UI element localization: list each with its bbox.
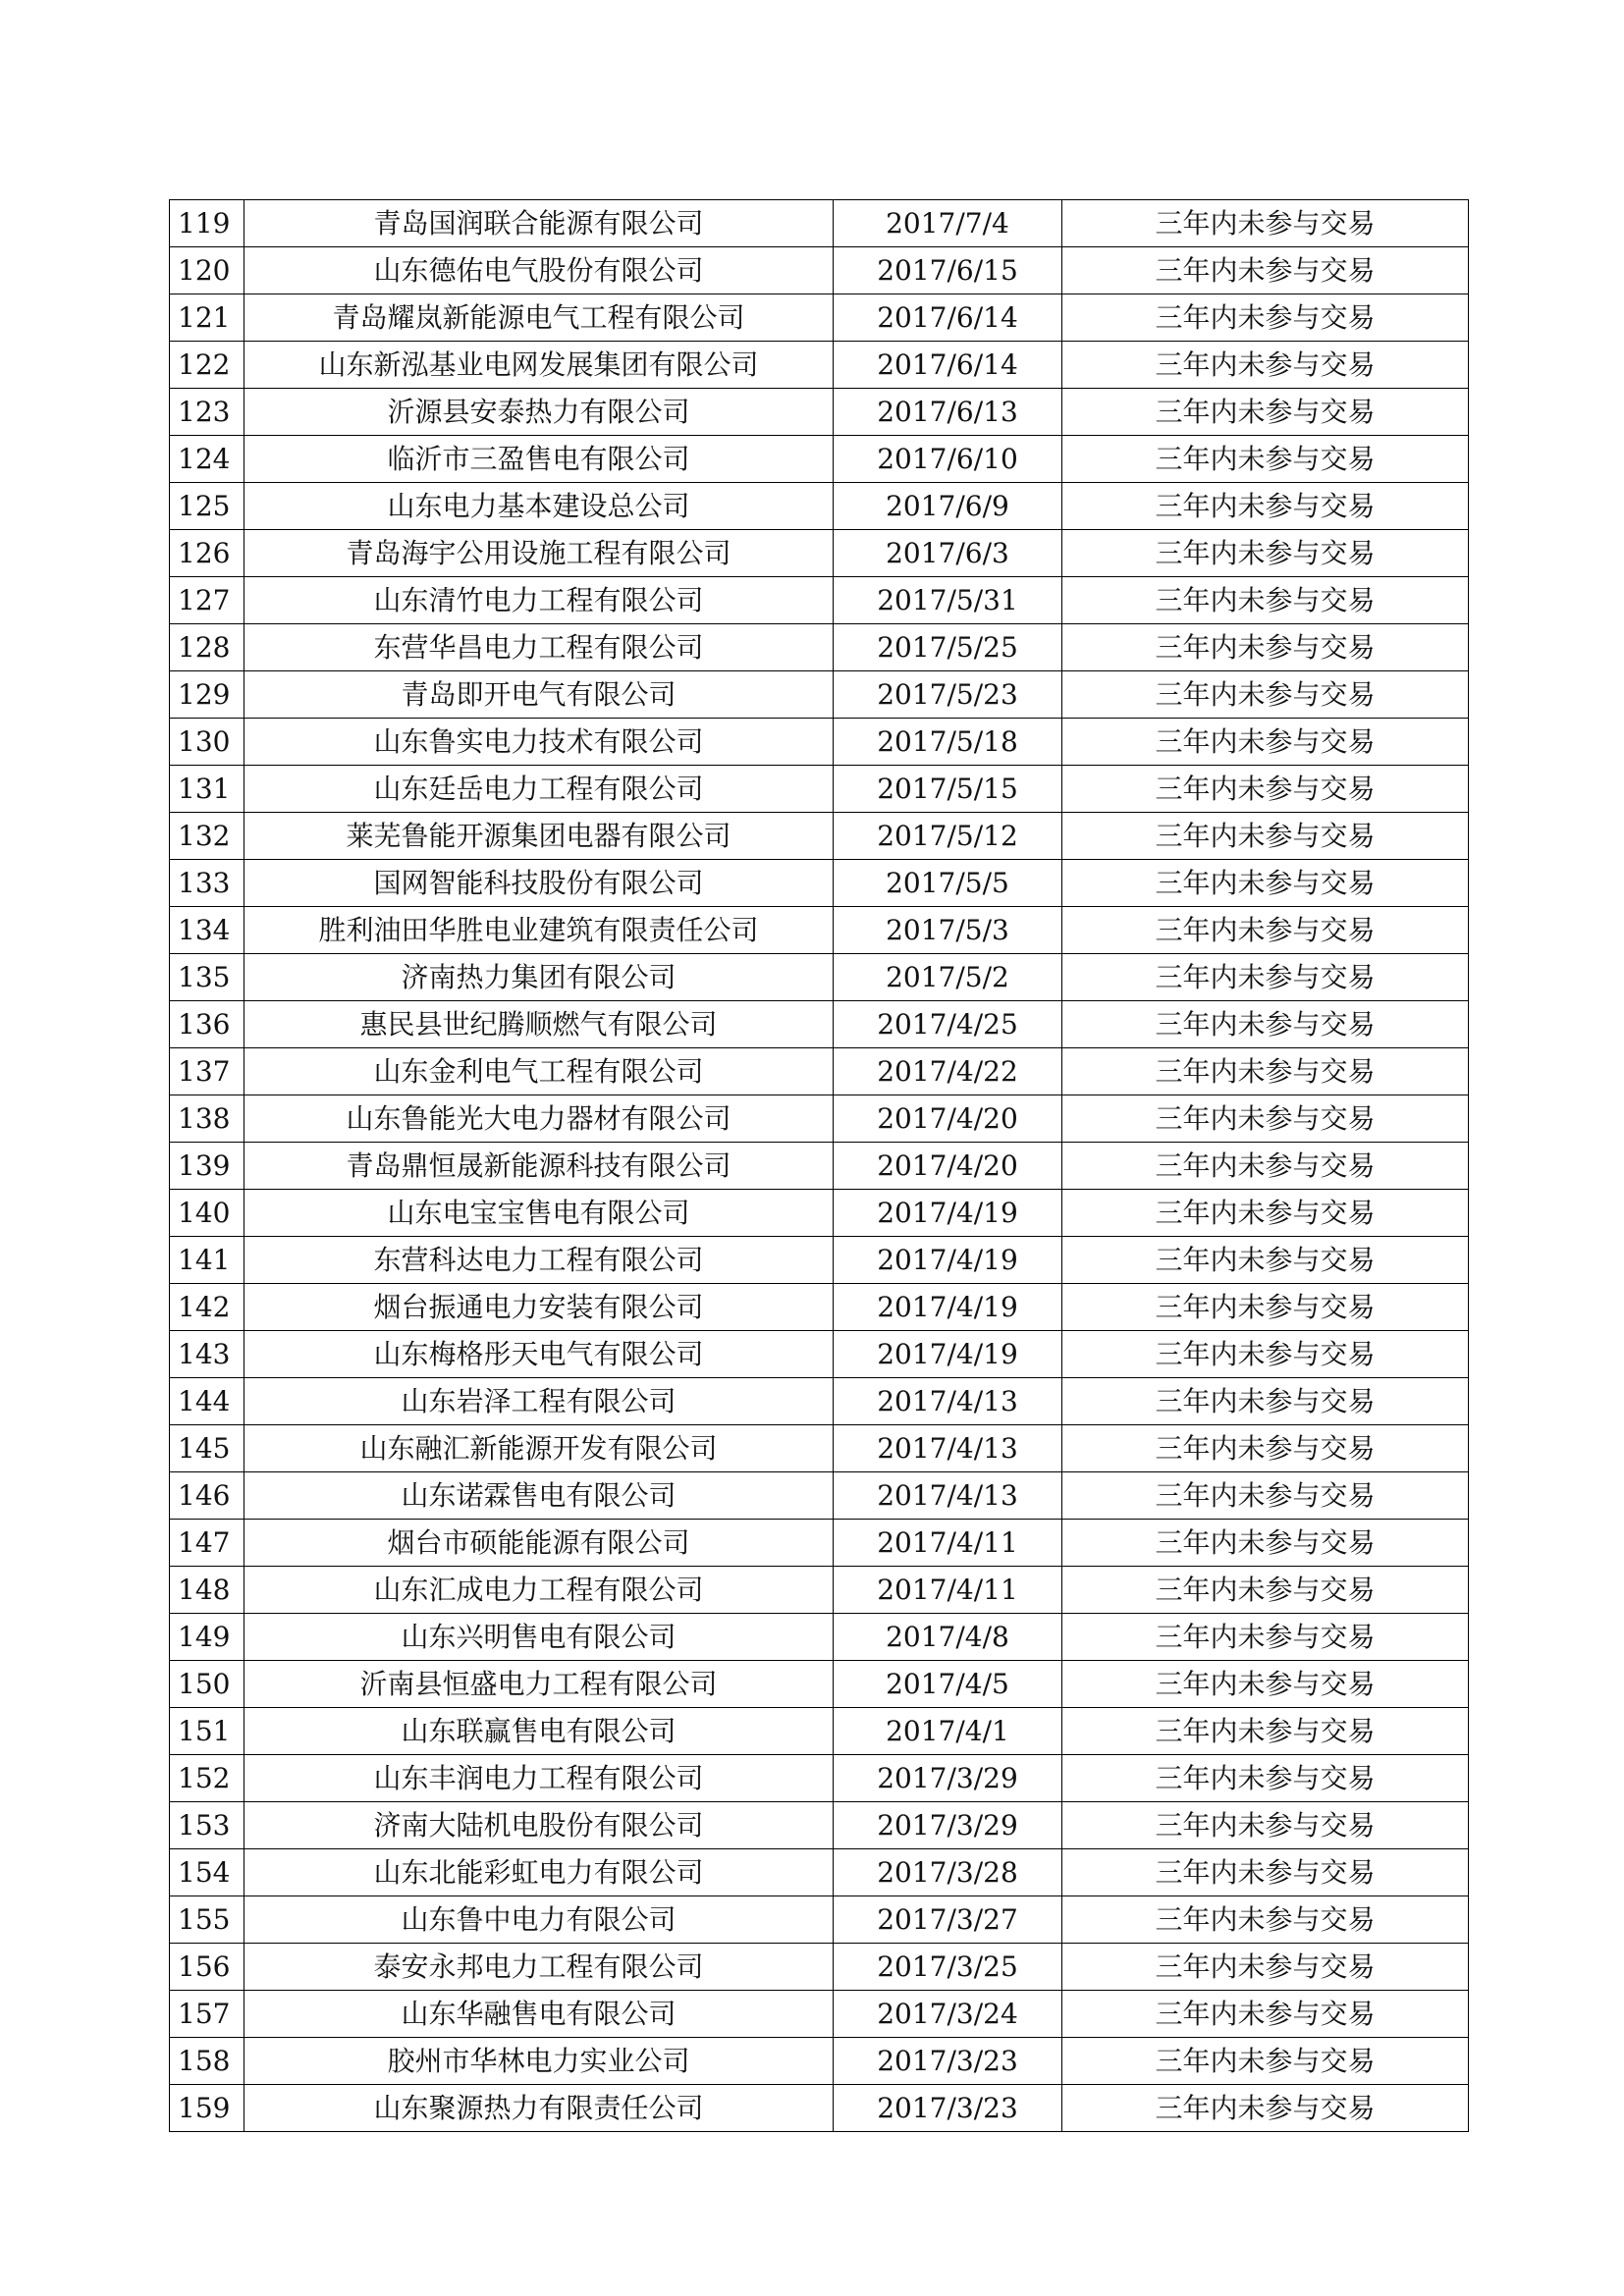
company-name-cell: 莱芜鲁能开源集团电器有限公司 <box>244 813 834 860</box>
date-cell: 2017/3/29 <box>834 1755 1062 1802</box>
table-row <box>170 1849 1469 1896</box>
status-cell: 三年内未参与交易 <box>1062 1472 1469 1520</box>
date-cell: 2017/5/31 <box>834 577 1062 624</box>
company-name-cell: 临沂市三盈售电有限公司 <box>244 436 834 483</box>
table-row <box>170 1802 1469 1849</box>
date-cell: 2017/4/11 <box>834 1567 1062 1614</box>
status-cell: 三年内未参与交易 <box>1062 624 1469 671</box>
status-cell: 三年内未参与交易 <box>1062 1143 1469 1190</box>
table-row <box>170 1520 1469 1567</box>
row-number-cell: 129 <box>170 671 244 719</box>
date-cell: 2017/3/23 <box>834 2085 1062 2132</box>
date-cell: 2017/4/20 <box>834 1095 1062 1143</box>
table-row <box>170 577 1469 624</box>
row-number-cell: 144 <box>170 1378 244 1425</box>
table-row <box>170 2038 1469 2085</box>
table-row <box>170 294 1469 342</box>
status-cell: 三年内未参与交易 <box>1062 907 1469 954</box>
row-number-cell: 157 <box>170 1991 244 2038</box>
date-cell: 2017/4/8 <box>834 1614 1062 1661</box>
table-row <box>170 1991 1469 2038</box>
company-name-cell: 烟台振通电力安装有限公司 <box>244 1284 834 1331</box>
row-number-cell: 131 <box>170 766 244 813</box>
company-name-cell: 山东梅格彤天电气有限公司 <box>244 1331 834 1378</box>
status-cell: 三年内未参与交易 <box>1062 1001 1469 1048</box>
company-name-cell: 沂源县安泰热力有限公司 <box>244 389 834 436</box>
status-cell: 三年内未参与交易 <box>1062 813 1469 860</box>
company-name-cell: 泰安永邦电力工程有限公司 <box>244 1944 834 1991</box>
table-row <box>170 200 1469 247</box>
status-cell: 三年内未参与交易 <box>1062 1378 1469 1425</box>
status-cell: 三年内未参与交易 <box>1062 1708 1469 1755</box>
row-number-cell: 128 <box>170 624 244 671</box>
row-number-cell: 141 <box>170 1237 244 1284</box>
row-number-cell: 126 <box>170 530 244 577</box>
table-row <box>170 1614 1469 1661</box>
company-name-cell: 东营华昌电力工程有限公司 <box>244 624 834 671</box>
row-number-cell: 119 <box>170 200 244 247</box>
row-number-cell: 122 <box>170 342 244 389</box>
table-row <box>170 719 1469 766</box>
table-row <box>170 342 1469 389</box>
status-cell: 三年内未参与交易 <box>1062 719 1469 766</box>
table-row <box>170 1755 1469 1802</box>
company-name-cell: 山东廷岳电力工程有限公司 <box>244 766 834 813</box>
row-number-cell: 139 <box>170 1143 244 1190</box>
table-row <box>170 247 1469 294</box>
company-name-cell: 国网智能科技股份有限公司 <box>244 860 834 907</box>
company-name-cell: 东营科达电力工程有限公司 <box>244 1237 834 1284</box>
table-row <box>170 1001 1469 1048</box>
company-name-cell: 青岛耀岚新能源电气工程有限公司 <box>244 294 834 342</box>
status-cell: 三年内未参与交易 <box>1062 1755 1469 1802</box>
date-cell: 2017/6/14 <box>834 294 1062 342</box>
date-cell: 2017/4/19 <box>834 1237 1062 1284</box>
company-name-cell: 沂南县恒盛电力工程有限公司 <box>244 1661 834 1708</box>
row-number-cell: 124 <box>170 436 244 483</box>
date-cell: 2017/5/2 <box>834 954 1062 1001</box>
row-number-cell: 123 <box>170 389 244 436</box>
table-row <box>170 1048 1469 1095</box>
company-name-cell: 山东北能彩虹电力有限公司 <box>244 1849 834 1896</box>
row-number-cell: 155 <box>170 1896 244 1944</box>
row-number-cell: 152 <box>170 1755 244 1802</box>
company-name-cell: 山东电宝宝售电有限公司 <box>244 1190 834 1237</box>
company-name-cell: 山东鲁中电力有限公司 <box>244 1896 834 1944</box>
row-number-cell: 125 <box>170 483 244 530</box>
row-number-cell: 147 <box>170 1520 244 1567</box>
row-number-cell: 130 <box>170 719 244 766</box>
table-row <box>170 530 1469 577</box>
status-cell: 三年内未参与交易 <box>1062 1520 1469 1567</box>
status-cell: 三年内未参与交易 <box>1062 1048 1469 1095</box>
company-name-cell: 山东华融售电有限公司 <box>244 1991 834 2038</box>
date-cell: 2017/3/23 <box>834 2038 1062 2085</box>
row-number-cell: 151 <box>170 1708 244 1755</box>
row-number-cell: 154 <box>170 1849 244 1896</box>
status-cell: 三年内未参与交易 <box>1062 860 1469 907</box>
status-cell: 三年内未参与交易 <box>1062 1849 1469 1896</box>
status-cell: 三年内未参与交易 <box>1062 1614 1469 1661</box>
table-row <box>170 1237 1469 1284</box>
date-cell: 2017/3/28 <box>834 1849 1062 1896</box>
row-number-cell: 158 <box>170 2038 244 2085</box>
table-row <box>170 766 1469 813</box>
status-cell: 三年内未参与交易 <box>1062 1190 1469 1237</box>
status-cell: 三年内未参与交易 <box>1062 1567 1469 1614</box>
company-name-cell: 山东鲁实电力技术有限公司 <box>244 719 834 766</box>
company-name-cell: 山东金利电气工程有限公司 <box>244 1048 834 1095</box>
company-name-cell: 山东汇成电力工程有限公司 <box>244 1567 834 1614</box>
company-name-cell: 济南热力集团有限公司 <box>244 954 834 1001</box>
company-name-cell: 山东德佑电气股份有限公司 <box>244 247 834 294</box>
company-name-cell: 山东鲁能光大电力器材有限公司 <box>244 1095 834 1143</box>
row-number-cell: 148 <box>170 1567 244 1614</box>
date-cell: 2017/5/12 <box>834 813 1062 860</box>
date-cell: 2017/4/19 <box>834 1190 1062 1237</box>
date-cell: 2017/7/4 <box>834 200 1062 247</box>
status-cell: 三年内未参与交易 <box>1062 577 1469 624</box>
row-number-cell: 132 <box>170 813 244 860</box>
status-cell: 三年内未参与交易 <box>1062 1237 1469 1284</box>
company-name-cell: 山东岩泽工程有限公司 <box>244 1378 834 1425</box>
company-name-cell: 山东聚源热力有限责任公司 <box>244 2085 834 2132</box>
row-number-cell: 150 <box>170 1661 244 1708</box>
company-name-cell: 济南大陆机电股份有限公司 <box>244 1802 834 1849</box>
row-number-cell: 121 <box>170 294 244 342</box>
status-cell: 三年内未参与交易 <box>1062 954 1469 1001</box>
date-cell: 2017/4/13 <box>834 1472 1062 1520</box>
row-number-cell: 159 <box>170 2085 244 2132</box>
table-row <box>170 1472 1469 1520</box>
company-name-cell: 惠民县世纪腾顺燃气有限公司 <box>244 1001 834 1048</box>
date-cell: 2017/5/15 <box>834 766 1062 813</box>
row-number-cell: 138 <box>170 1095 244 1143</box>
table-row <box>170 1378 1469 1425</box>
row-number-cell: 145 <box>170 1425 244 1472</box>
date-cell: 2017/4/19 <box>834 1284 1062 1331</box>
status-cell: 三年内未参与交易 <box>1062 247 1469 294</box>
company-name-cell: 山东诺霖售电有限公司 <box>244 1472 834 1520</box>
row-number-cell: 136 <box>170 1001 244 1048</box>
status-cell: 三年内未参与交易 <box>1062 294 1469 342</box>
company-name-cell: 胶州市华林电力实业公司 <box>244 2038 834 2085</box>
company-name-cell: 山东融汇新能源开发有限公司 <box>244 1425 834 1472</box>
company-name-cell: 青岛鼎恒晟新能源科技有限公司 <box>244 1143 834 1190</box>
table-row <box>170 907 1469 954</box>
date-cell: 2017/6/3 <box>834 530 1062 577</box>
status-cell: 三年内未参与交易 <box>1062 1802 1469 1849</box>
company-name-cell: 山东新泓基业电网发展集团有限公司 <box>244 342 834 389</box>
date-cell: 2017/4/1 <box>834 1708 1062 1755</box>
date-cell: 2017/3/27 <box>834 1896 1062 1944</box>
date-cell: 2017/6/13 <box>834 389 1062 436</box>
date-cell: 2017/6/10 <box>834 436 1062 483</box>
status-cell: 三年内未参与交易 <box>1062 1284 1469 1331</box>
status-cell: 三年内未参与交易 <box>1062 1944 1469 1991</box>
company-name-cell: 青岛国润联合能源有限公司 <box>244 200 834 247</box>
status-cell: 三年内未参与交易 <box>1062 483 1469 530</box>
date-cell: 2017/3/24 <box>834 1991 1062 2038</box>
company-name-cell: 山东电力基本建设总公司 <box>244 483 834 530</box>
date-cell: 2017/4/5 <box>834 1661 1062 1708</box>
status-cell: 三年内未参与交易 <box>1062 200 1469 247</box>
company-name-cell: 山东兴明售电有限公司 <box>244 1614 834 1661</box>
row-number-cell: 156 <box>170 1944 244 1991</box>
company-name-cell: 山东联赢售电有限公司 <box>244 1708 834 1755</box>
date-cell: 2017/5/3 <box>834 907 1062 954</box>
company-name-cell: 胜利油田华胜电业建筑有限责任公司 <box>244 907 834 954</box>
table-row <box>170 389 1469 436</box>
table-row <box>170 1331 1469 1378</box>
status-cell: 三年内未参与交易 <box>1062 1095 1469 1143</box>
status-cell: 三年内未参与交易 <box>1062 342 1469 389</box>
company-table-container <box>169 199 1468 2132</box>
date-cell: 2017/4/22 <box>834 1048 1062 1095</box>
row-number-cell: 137 <box>170 1048 244 1095</box>
row-number-cell: 133 <box>170 860 244 907</box>
status-cell: 三年内未参与交易 <box>1062 389 1469 436</box>
row-number-cell: 120 <box>170 247 244 294</box>
date-cell: 2017/5/25 <box>834 624 1062 671</box>
status-cell: 三年内未参与交易 <box>1062 1425 1469 1472</box>
date-cell: 2017/4/20 <box>834 1143 1062 1190</box>
company-table <box>169 199 1469 2132</box>
date-cell: 2017/6/15 <box>834 247 1062 294</box>
date-cell: 2017/6/9 <box>834 483 1062 530</box>
date-cell: 2017/5/23 <box>834 671 1062 719</box>
table-row <box>170 1284 1469 1331</box>
row-number-cell: 142 <box>170 1284 244 1331</box>
status-cell: 三年内未参与交易 <box>1062 436 1469 483</box>
table-row <box>170 954 1469 1001</box>
row-number-cell: 153 <box>170 1802 244 1849</box>
status-cell: 三年内未参与交易 <box>1062 766 1469 813</box>
table-row <box>170 436 1469 483</box>
company-name-cell: 青岛海宇公用设施工程有限公司 <box>244 530 834 577</box>
table-row <box>170 1143 1469 1190</box>
date-cell: 2017/3/25 <box>834 1944 1062 1991</box>
row-number-cell: 134 <box>170 907 244 954</box>
date-cell: 2017/4/19 <box>834 1331 1062 1378</box>
row-number-cell: 149 <box>170 1614 244 1661</box>
table-row <box>170 483 1469 530</box>
company-name-cell: 烟台市硕能能源有限公司 <box>244 1520 834 1567</box>
table-row <box>170 813 1469 860</box>
row-number-cell: 135 <box>170 954 244 1001</box>
status-cell: 三年内未参与交易 <box>1062 1661 1469 1708</box>
row-number-cell: 127 <box>170 577 244 624</box>
date-cell: 2017/6/14 <box>834 342 1062 389</box>
table-row <box>170 1896 1469 1944</box>
row-number-cell: 140 <box>170 1190 244 1237</box>
company-table-body <box>170 200 1469 2132</box>
date-cell: 2017/5/18 <box>834 719 1062 766</box>
company-name-cell: 山东丰润电力工程有限公司 <box>244 1755 834 1802</box>
status-cell: 三年内未参与交易 <box>1062 671 1469 719</box>
status-cell: 三年内未参与交易 <box>1062 1331 1469 1378</box>
row-number-cell: 143 <box>170 1331 244 1378</box>
table-row <box>170 1425 1469 1472</box>
status-cell: 三年内未参与交易 <box>1062 2085 1469 2132</box>
status-cell: 三年内未参与交易 <box>1062 530 1469 577</box>
row-number-cell: 146 <box>170 1472 244 1520</box>
table-row <box>170 860 1469 907</box>
date-cell: 2017/4/11 <box>834 1520 1062 1567</box>
table-row <box>170 2085 1469 2132</box>
status-cell: 三年内未参与交易 <box>1062 1991 1469 2038</box>
table-row <box>170 671 1469 719</box>
company-name-cell: 山东清竹电力工程有限公司 <box>244 577 834 624</box>
date-cell: 2017/4/13 <box>834 1378 1062 1425</box>
table-row <box>170 1095 1469 1143</box>
table-row <box>170 624 1469 671</box>
date-cell: 2017/4/13 <box>834 1425 1062 1472</box>
table-row <box>170 1190 1469 1237</box>
status-cell: 三年内未参与交易 <box>1062 1896 1469 1944</box>
table-row <box>170 1567 1469 1614</box>
date-cell: 2017/4/25 <box>834 1001 1062 1048</box>
table-row <box>170 1708 1469 1755</box>
date-cell: 2017/5/5 <box>834 860 1062 907</box>
status-cell: 三年内未参与交易 <box>1062 2038 1469 2085</box>
table-row <box>170 1944 1469 1991</box>
company-name-cell: 青岛即开电气有限公司 <box>244 671 834 719</box>
date-cell: 2017/3/29 <box>834 1802 1062 1849</box>
table-row <box>170 1661 1469 1708</box>
